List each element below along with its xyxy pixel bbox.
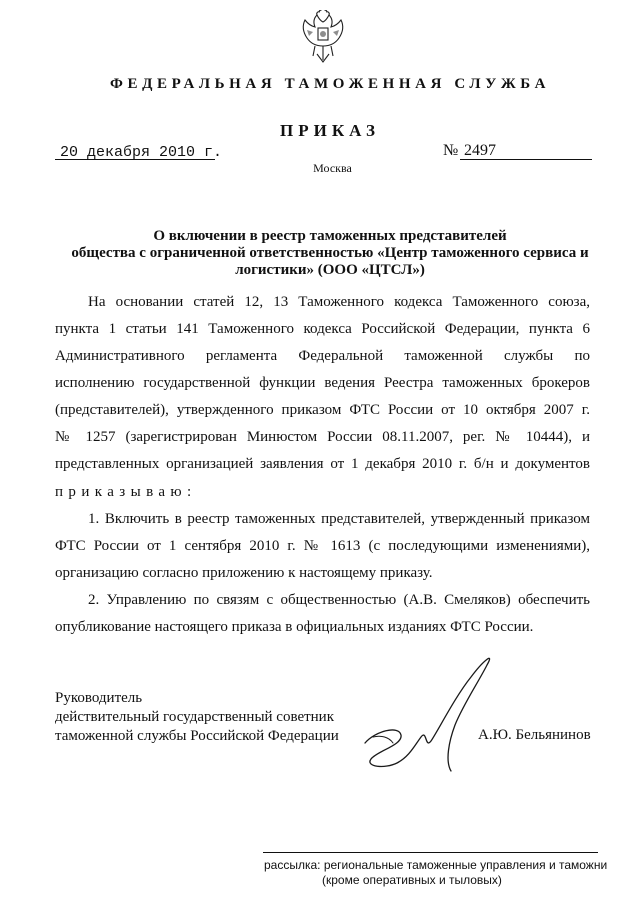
preamble-line: № 1257 (зарегистрирован Минюстом России 08.11.2007, рег. № 10444), и bbox=[55, 429, 590, 445]
preamble-line: На основании статей 12, 13 Таможенного кодекса Таможенного союза, bbox=[88, 294, 590, 310]
order-word: приказываю: bbox=[55, 484, 197, 500]
title-line: общества с ограниченной ответственностью «Центр таможенного сервиса и bbox=[71, 245, 589, 261]
date-underline bbox=[55, 159, 215, 160]
title-line: логистики» (ООО «ЦТСЛ») bbox=[235, 262, 425, 278]
distribution-list: рассылка: региональные таможенные управления и таможни bbox=[264, 858, 608, 872]
city: Москва bbox=[313, 161, 352, 175]
number-sign: № bbox=[443, 142, 459, 159]
double-headed-eagle-emblem-icon bbox=[299, 10, 347, 66]
document-type: ПРИКАЗ bbox=[280, 121, 380, 140]
item-1-line: организацию согласно приложению к настоящему приказу. bbox=[55, 565, 433, 581]
distribution-separator bbox=[263, 852, 598, 853]
document-title bbox=[60, 228, 600, 279]
item-1-line: ФТС России от 1 сентября 2010 г. № 1613 (с последующими изменениями), bbox=[55, 538, 590, 554]
document-date: 20 декабря 2010 г. bbox=[60, 144, 223, 161]
handwritten-signature bbox=[355, 645, 505, 775]
preamble-line: Административного регламента Федеральной таможенной службы по bbox=[55, 348, 590, 364]
title-line: О включении в реестр таможенных представителей bbox=[153, 228, 507, 244]
preamble-line: представленных организацией заявления от 1 декабря 2010 г. б/н и документов bbox=[55, 456, 590, 472]
preamble-line: (представителей), утвержденного приказом ФТС России от 10 октября 2007 г. bbox=[55, 402, 590, 418]
document-number: 2497 bbox=[464, 142, 496, 159]
position-line: Руководитель bbox=[55, 690, 143, 706]
position-line: действительный государственный советник bbox=[55, 709, 335, 725]
distribution-note: (кроме оперативных и тыловых) bbox=[322, 873, 502, 887]
item-2-line: опубликование настоящего приказа в официальных изданиях ФТС России. bbox=[55, 619, 534, 635]
preamble-line: пункта 1 статьи 141 Таможенного кодекса Российской Федерации, пункта 6 bbox=[55, 321, 590, 337]
number-underline bbox=[460, 159, 592, 160]
position-line: таможенной службы Российской Федерации bbox=[55, 728, 339, 744]
item-2-line: 2. Управлению по связям с общественностью (А.В. Смеляков) обеспечить bbox=[88, 592, 590, 608]
item-1-line: 1. Включить в реестр таможенных представителей, утвержденный приказом bbox=[88, 511, 590, 527]
agency-name: ФЕДЕРАЛЬНАЯ ТАМОЖЕННАЯ СЛУЖБА bbox=[109, 76, 551, 92]
signatory-position bbox=[55, 689, 339, 746]
signer-name: А.Ю. Бельянинов bbox=[478, 727, 591, 743]
preamble-line: исполнению государственной функции ведения Реестра таможенных брокеров bbox=[55, 375, 590, 391]
